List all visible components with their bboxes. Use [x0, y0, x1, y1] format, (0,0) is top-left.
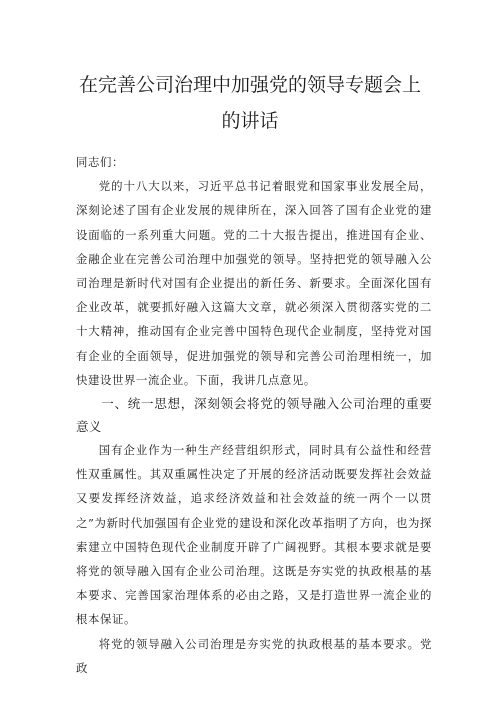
section1-paragraph-2: 将党的领导融入公司治理是夯实党的执政根基的基本要求。党政 — [76, 636, 432, 675]
section1-paragraph-1: 国有企业作为一种生产经营组织形式，同时具有公益性和经营性双重属性。其双重属性决定了开展的经济活动既要发挥社会效益又要发挥经济效益，追求经济效益和社会效益的统一两个一以贯之”为新时代加强国有企业党的建设和深化改革指明了方向，也为探索建立中国特色现代企业制度开辟了广阔视野。其根本要求就是要将党的领导融入国有企业公司治理。这既是夯实党的执政根基的基本要求、完善国家治理体系的必由之路，又是打造世界一流企业的根本保证。 — [76, 443, 432, 627]
document-title-line-2: 的讲话 — [221, 110, 279, 132]
salutation: 同志们： — [76, 155, 124, 169]
document-body — [76, 150, 432, 680]
document-title-line-1: 在完善公司治理中加强党的领导专题会上 — [78, 74, 421, 96]
intro-paragraph: 党的十八大以来，习近平总书记着眼党和国家事业发展全局，深刻论述了国有企业发展的规律所在，深入回答了国有企业党的建设面临的一系列重大问题。党的二十大报告提出，推进国有企业、金融企业在完善公司治理中加强党的领导。坚持把党的领导融入公司治理是新时代对国有企业提出的新任务、新要求。全面深化国有企业改革，就要抓好融入这篇大文章，就必须深入贯彻落实党的二十大精神，推动国有企业完善中国特色现代企业制度，坚持党对国有企业的全面领导，促进加强党的领导和完善公司治理相统一，加快建设世界一流企业。下面，我讲几点意见。 — [76, 179, 432, 387]
section-heading-1: 一、统一思想，深刻领会将党的领导融入公司治理的重要意义 — [76, 396, 432, 435]
